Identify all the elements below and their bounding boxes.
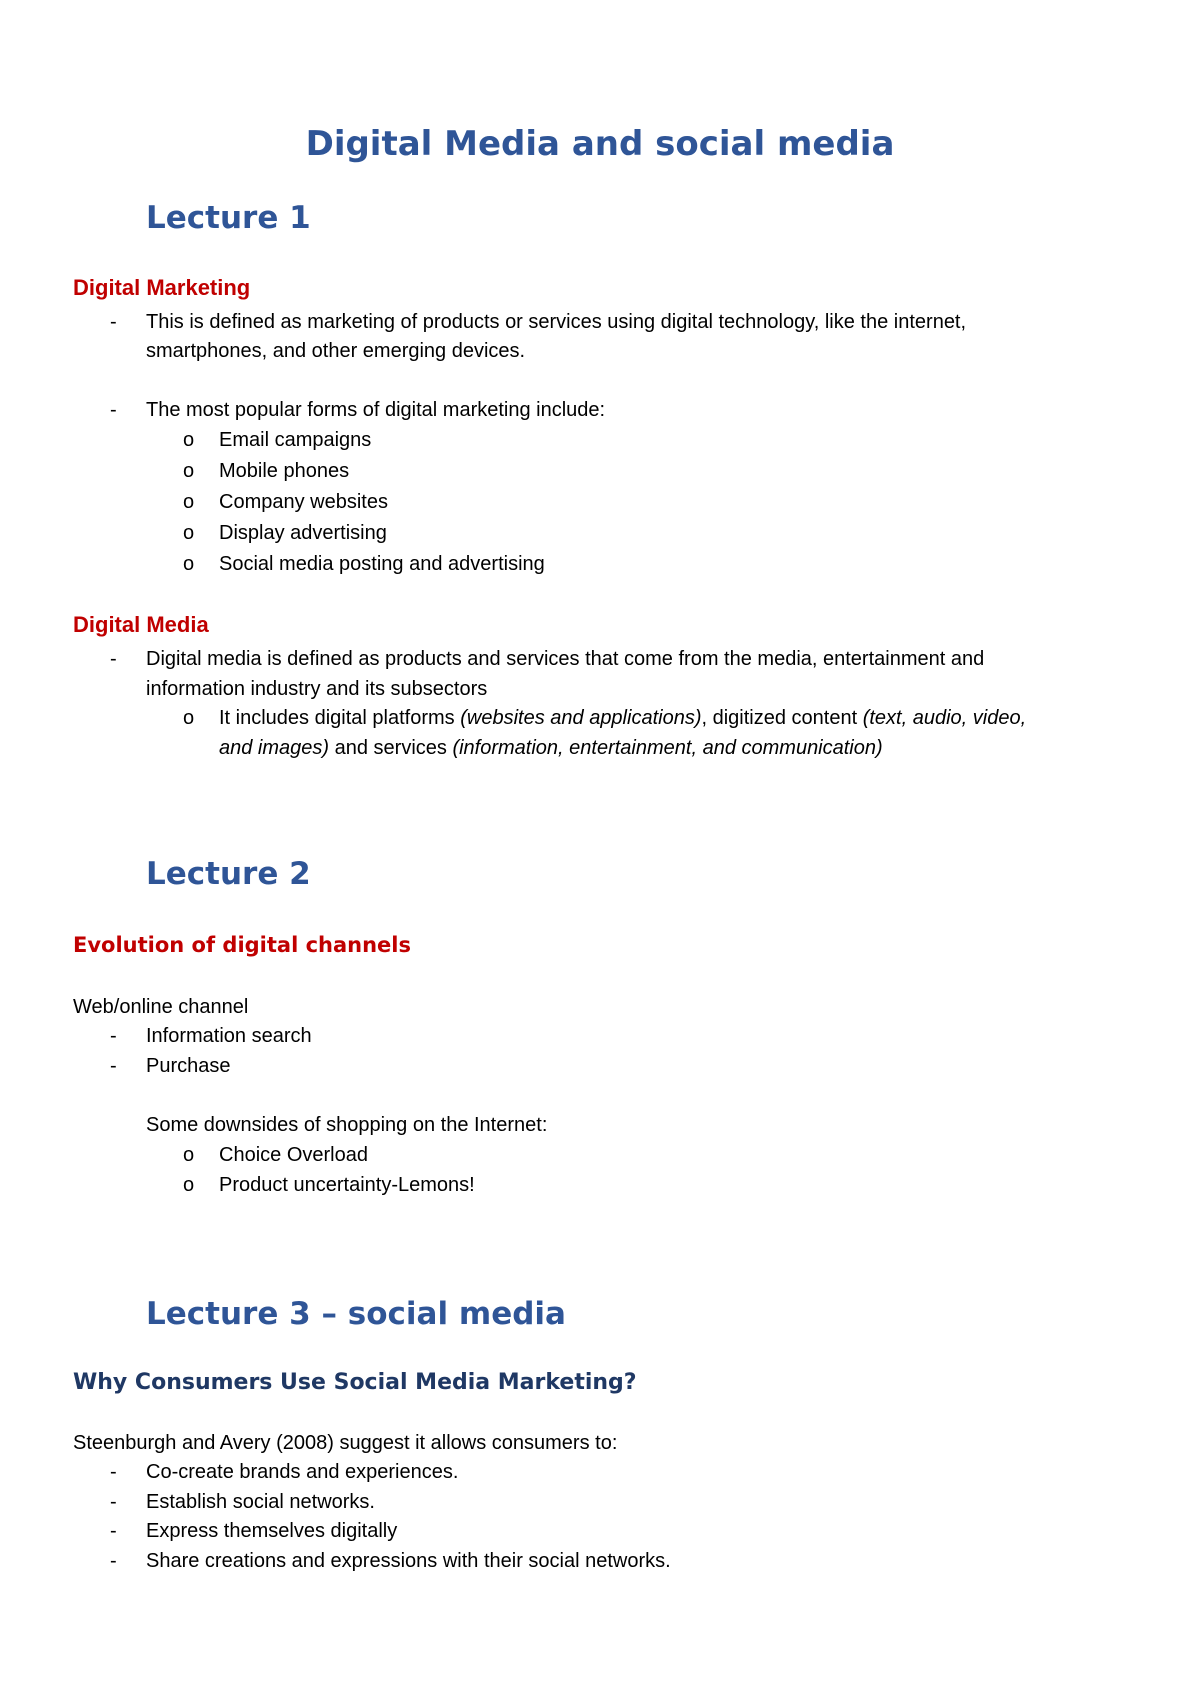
digital-media-heading: Digital Media bbox=[73, 612, 209, 637]
list-dash: - bbox=[110, 648, 117, 670]
list-dash: - bbox=[110, 1520, 117, 1542]
digital-marketing-heading: Digital Marketing bbox=[73, 275, 251, 300]
list-dash: - bbox=[110, 1025, 117, 1047]
list-item: Information search bbox=[146, 1025, 312, 1047]
list-bullet: o bbox=[183, 707, 195, 729]
downsides-intro: Some downsides of shopping on the Internet: bbox=[146, 1114, 548, 1136]
list-bullet: o bbox=[183, 460, 195, 482]
lecture-1-heading: Lecture 1 bbox=[146, 200, 311, 236]
list-item: Product uncertainty-Lemons! bbox=[219, 1174, 475, 1196]
list-bullet: o bbox=[183, 522, 195, 544]
digital-media-includes-line-2: and images) and services (information, entertainment, and communication) bbox=[219, 737, 883, 759]
forms-intro: The most popular forms of digital marketing include: bbox=[146, 399, 606, 421]
list-dash: - bbox=[110, 399, 117, 421]
list-item: Company websites bbox=[219, 491, 388, 513]
digital-media-definition-line-2: information industry and its subsectors bbox=[146, 678, 488, 700]
list-dash: - bbox=[110, 311, 117, 333]
list-bullet: o bbox=[183, 429, 195, 451]
steenburgh-intro: Steenburgh and Avery (2008) suggest it allows consumers to: bbox=[73, 1432, 618, 1454]
digital-marketing-definition-line-2: smartphones, and other emerging devices. bbox=[146, 340, 526, 362]
list-bullet: o bbox=[183, 553, 195, 575]
list-bullet: o bbox=[183, 1174, 195, 1196]
list-bullet: o bbox=[183, 1144, 195, 1166]
list-dash: - bbox=[110, 1461, 117, 1483]
list-bullet: o bbox=[183, 491, 195, 513]
list-item: Establish social networks. bbox=[146, 1491, 375, 1513]
lecture-3-heading: Lecture 3 – social media bbox=[146, 1296, 566, 1332]
list-item: Choice Overload bbox=[219, 1144, 368, 1166]
list-item: Email campaigns bbox=[219, 429, 372, 451]
list-dash: - bbox=[110, 1491, 117, 1513]
list-item: Display advertising bbox=[219, 522, 387, 544]
list-item: Co-create brands and experiences. bbox=[146, 1461, 459, 1483]
list-item: Social media posting and advertising bbox=[219, 553, 545, 575]
digital-media-includes-line-1: It includes digital platforms (websites and applications), digitized content (text, audio, video, bbox=[219, 707, 1027, 729]
list-item: Mobile phones bbox=[219, 460, 350, 482]
channel-label: Web/online channel bbox=[73, 996, 249, 1018]
list-item: Purchase bbox=[146, 1055, 231, 1077]
digital-media-definition-line-1: Digital media is defined as products and services that come from the media, entertainment and bbox=[146, 648, 985, 670]
digital-marketing-definition-line-1: This is defined as marketing of products or services using digital technology, like the internet, bbox=[146, 311, 967, 333]
evolution-heading: Evolution of digital channels bbox=[73, 933, 411, 957]
list-dash: - bbox=[110, 1550, 117, 1572]
document-title: Digital Media and social media bbox=[305, 124, 895, 164]
lecture-2-heading: Lecture 2 bbox=[146, 856, 311, 892]
list-item: Express themselves digitally bbox=[146, 1520, 398, 1542]
list-item: Share creations and expressions with their social networks. bbox=[146, 1550, 671, 1572]
why-consumers-heading: Why Consumers Use Social Media Marketing? bbox=[73, 1370, 637, 1395]
list-dash: - bbox=[110, 1055, 117, 1077]
